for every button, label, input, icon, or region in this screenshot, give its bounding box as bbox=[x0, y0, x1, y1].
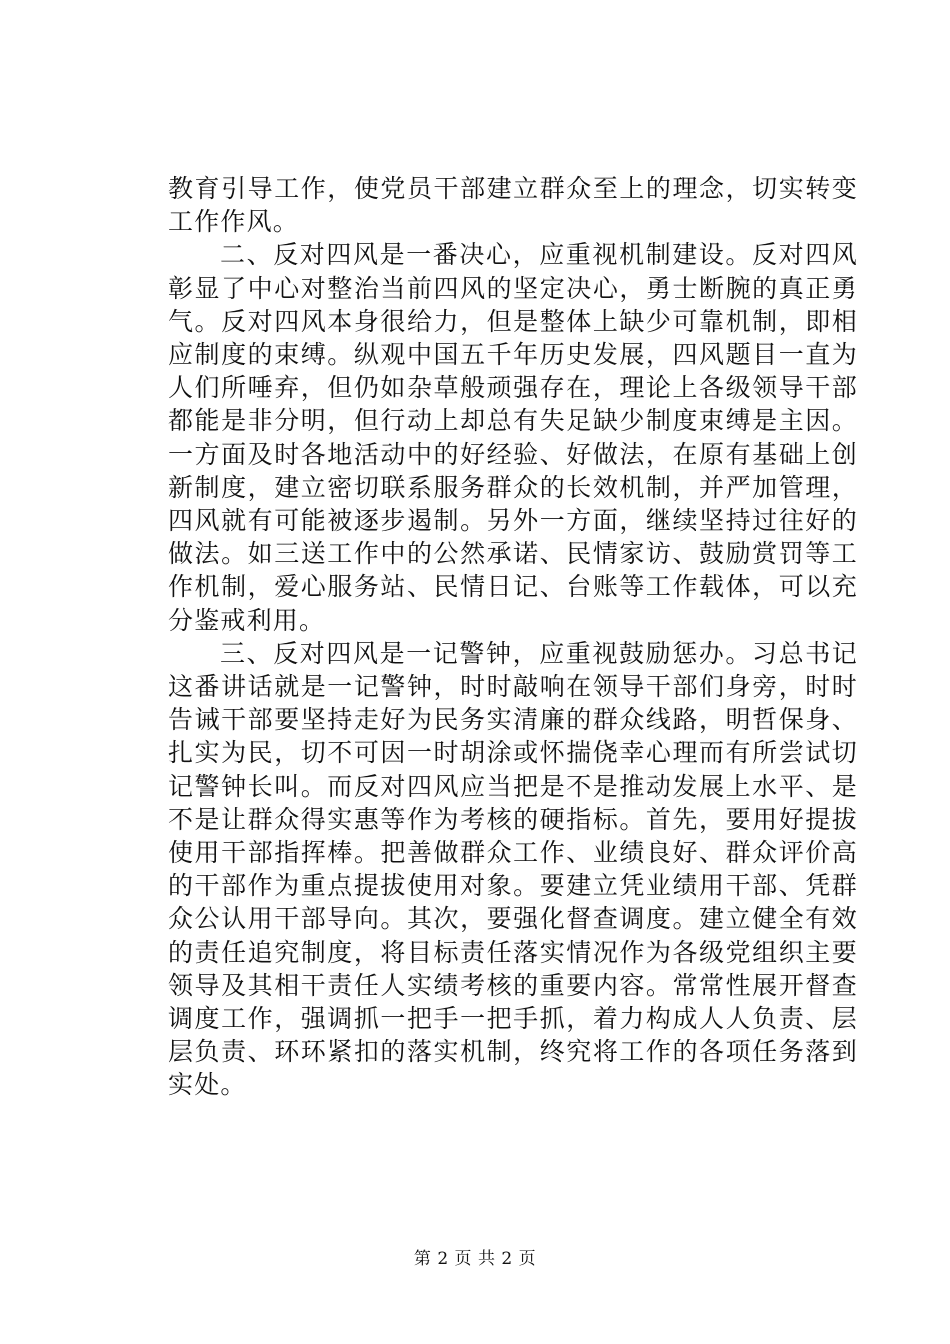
page-number-footer: 第 2 页 共 2 页 bbox=[413, 1249, 537, 1269]
paragraph-continuation: 教育引导工作，使党员干部建立群众至上的理念，切实转变工作作风。 bbox=[168, 174, 858, 237]
document-body bbox=[168, 172, 858, 1102]
paragraph-section-two: 二、反对四风是一番决心，应重视机制建设。反对四风彰显了中心对整治当前四风的坚定决心，勇士断腕的真正勇气。反对四风本身很给力，但是整体上缺少可靠机制，即相应制度的束缚。纵观中国五千年历史发展，四风题目一直为人们所唾弃，但仍如杂草般顽强存在，理论上各级领导干部都能是非分明，但行动上却总有失足缺少制度束缚是主因。一方面及时各地活动中的好经验、好做法，在原有基础上创新制度，建立密切联系服务群众的长效机制，并严加管理，四风就有可能被逐步遏制。另外一方面，继续坚持过往好的做法。如三送工作中的公然承诺、民情家访、鼓励赏罚等工作机制，爱心服务站、民情日记、台账等工作载体，可以充分鉴戒利用。 bbox=[168, 240, 858, 635]
paragraph-section-three: 三、反对四风是一记警钟，应重视鼓励惩办。习总书记这番讲话就是一记警钟，时时敲响在领导干部们身旁，时时告诫干部要坚持走好为民务实清廉的群众线路，明哲保身、扎实为民，切不可因一时胡涂或怀揣侥幸心理而有所尝试切记警钟长叫。而反对四风应当把是不是推动发展上水平、是不是让群众得实惠等作为考核的硬指标。首先，要用好提拔使用干部指挥棒。把善做群众工作、业绩良好、群众评价高的干部作为重点提拔使用对象。要建立凭业绩用干部、凭群众公认用干部导向。其次，要强化督查调度。建立健全有效的责任追究制度，将目标责任落实情况作为各级党组织主要领导及其相干责任人实绩考核的重要内容。常常性展开督查调度工作，强调抓一把手一把手抓，着力构成人人负责、层层负责、环环紧扣的落实机制，终究将工作的各项任务落到实处。 bbox=[168, 638, 858, 1100]
